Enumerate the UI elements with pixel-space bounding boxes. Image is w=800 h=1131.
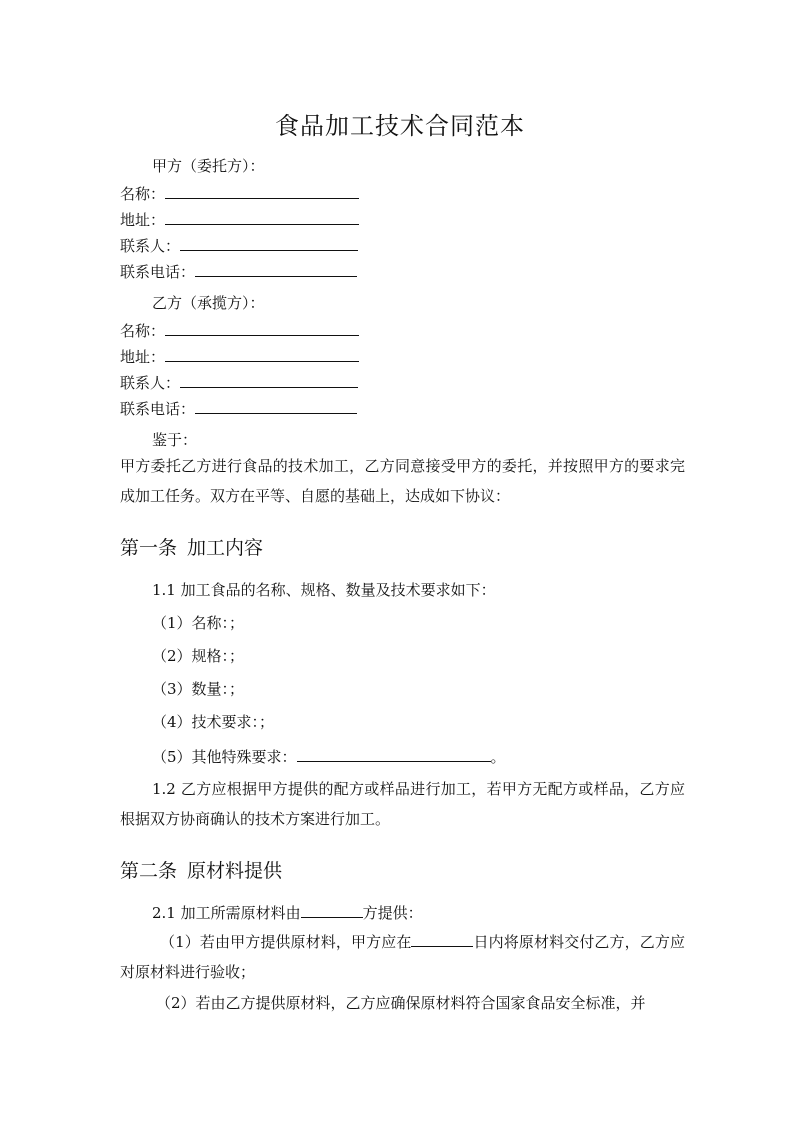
party-a-phone-label: 联系电话： <box>120 263 196 281</box>
article-1-item-5-blank <box>297 744 491 762</box>
article-1-title: 加工内容 <box>187 537 264 559</box>
party-b-phone-row <box>120 396 357 420</box>
article-1-item-4: （4）技术要求：； <box>152 713 275 731</box>
party-a-heading: 甲方（委托方）： <box>152 157 265 175</box>
party-b-name-blank <box>165 318 359 336</box>
whereas-label: 鉴于： <box>152 431 198 449</box>
article-2-item-1 <box>120 927 685 987</box>
article-2-heading <box>120 857 282 885</box>
party-a-phone-row <box>120 259 357 283</box>
article-2-item-1-pre: （1）若由甲方提供原材料，甲方应在 <box>160 933 412 951</box>
party-b-name-row <box>120 318 359 342</box>
article-1-item-1: （1）名称：； <box>152 614 245 632</box>
party-a-address-label: 地址： <box>120 211 166 229</box>
party-a-contact-label: 联系人： <box>120 237 181 255</box>
clause-1-1: 1.1 加工食品的名称、规格、数量及技术要求如下： <box>152 581 496 599</box>
clause-2-1-post: 方提供： <box>362 904 423 922</box>
party-b-contact-blank <box>180 370 358 388</box>
whereas-paragraph: 甲方委托乙方进行食品的技术加工，乙方同意接受甲方的委托，并按照甲方的要求完成加工任务。双方在平等、自愿的基础上，达成如下协议： <box>120 457 685 505</box>
party-b-contact-label: 联系人： <box>120 374 181 392</box>
party-b-phone-label: 联系电话： <box>120 400 196 418</box>
party-b-address-row <box>120 344 359 368</box>
party-a-phone-blank <box>195 259 357 277</box>
article-1-item-3: （3）数量：； <box>152 680 245 698</box>
article-1-number: 第一条 <box>120 537 178 559</box>
party-a-name-blank <box>165 181 359 199</box>
article-2-title: 原材料提供 <box>187 860 283 882</box>
clause-1-2: 1.2 乙方应根据甲方提供的配方或样品进行加工，若甲方无配方或样品，乙方应根据双方协商确认的技术方案进行加工。 <box>120 780 685 828</box>
party-a-name-label: 名称： <box>120 185 166 203</box>
party-a-address-row <box>120 207 359 231</box>
article-1-item-5 <box>152 744 506 768</box>
clause-2-1 <box>152 900 423 924</box>
party-a-contact-row <box>120 233 358 257</box>
party-b-heading: 乙方（承揽方）： <box>152 294 265 312</box>
article-2-item-1-blank <box>411 929 473 947</box>
article-1-item-5-label: （5）其他特殊要求： <box>152 748 297 766</box>
article-1-heading <box>120 534 263 562</box>
party-b-address-label: 地址： <box>120 348 166 366</box>
clause-2-1-blank <box>301 900 363 918</box>
party-a-address-blank <box>165 207 359 225</box>
party-a-contact-blank <box>180 233 358 251</box>
party-b-name-label: 名称： <box>120 322 166 340</box>
party-b-contact-row <box>120 370 358 394</box>
article-1-item-2: （2）规格：； <box>152 647 245 665</box>
party-b-address-blank <box>165 344 359 362</box>
party-a-name-row <box>120 181 359 205</box>
article-1-item-5-end: 。 <box>490 748 506 766</box>
article-2-item-1-post: 日内将原材料交付乙方，乙方应对原材料进行验收； <box>120 933 685 981</box>
article-2-number: 第二条 <box>120 860 178 882</box>
party-b-phone-blank <box>195 396 357 414</box>
article-2-item-2: （2）若由乙方提供原材料，乙方应确保原材料符合国家食品安全标准，并 <box>156 994 646 1012</box>
document-title: 食品加工技术合同范本 <box>275 112 525 140</box>
clause-2-1-pre: 2.1 加工所需原材料由 <box>152 904 301 922</box>
